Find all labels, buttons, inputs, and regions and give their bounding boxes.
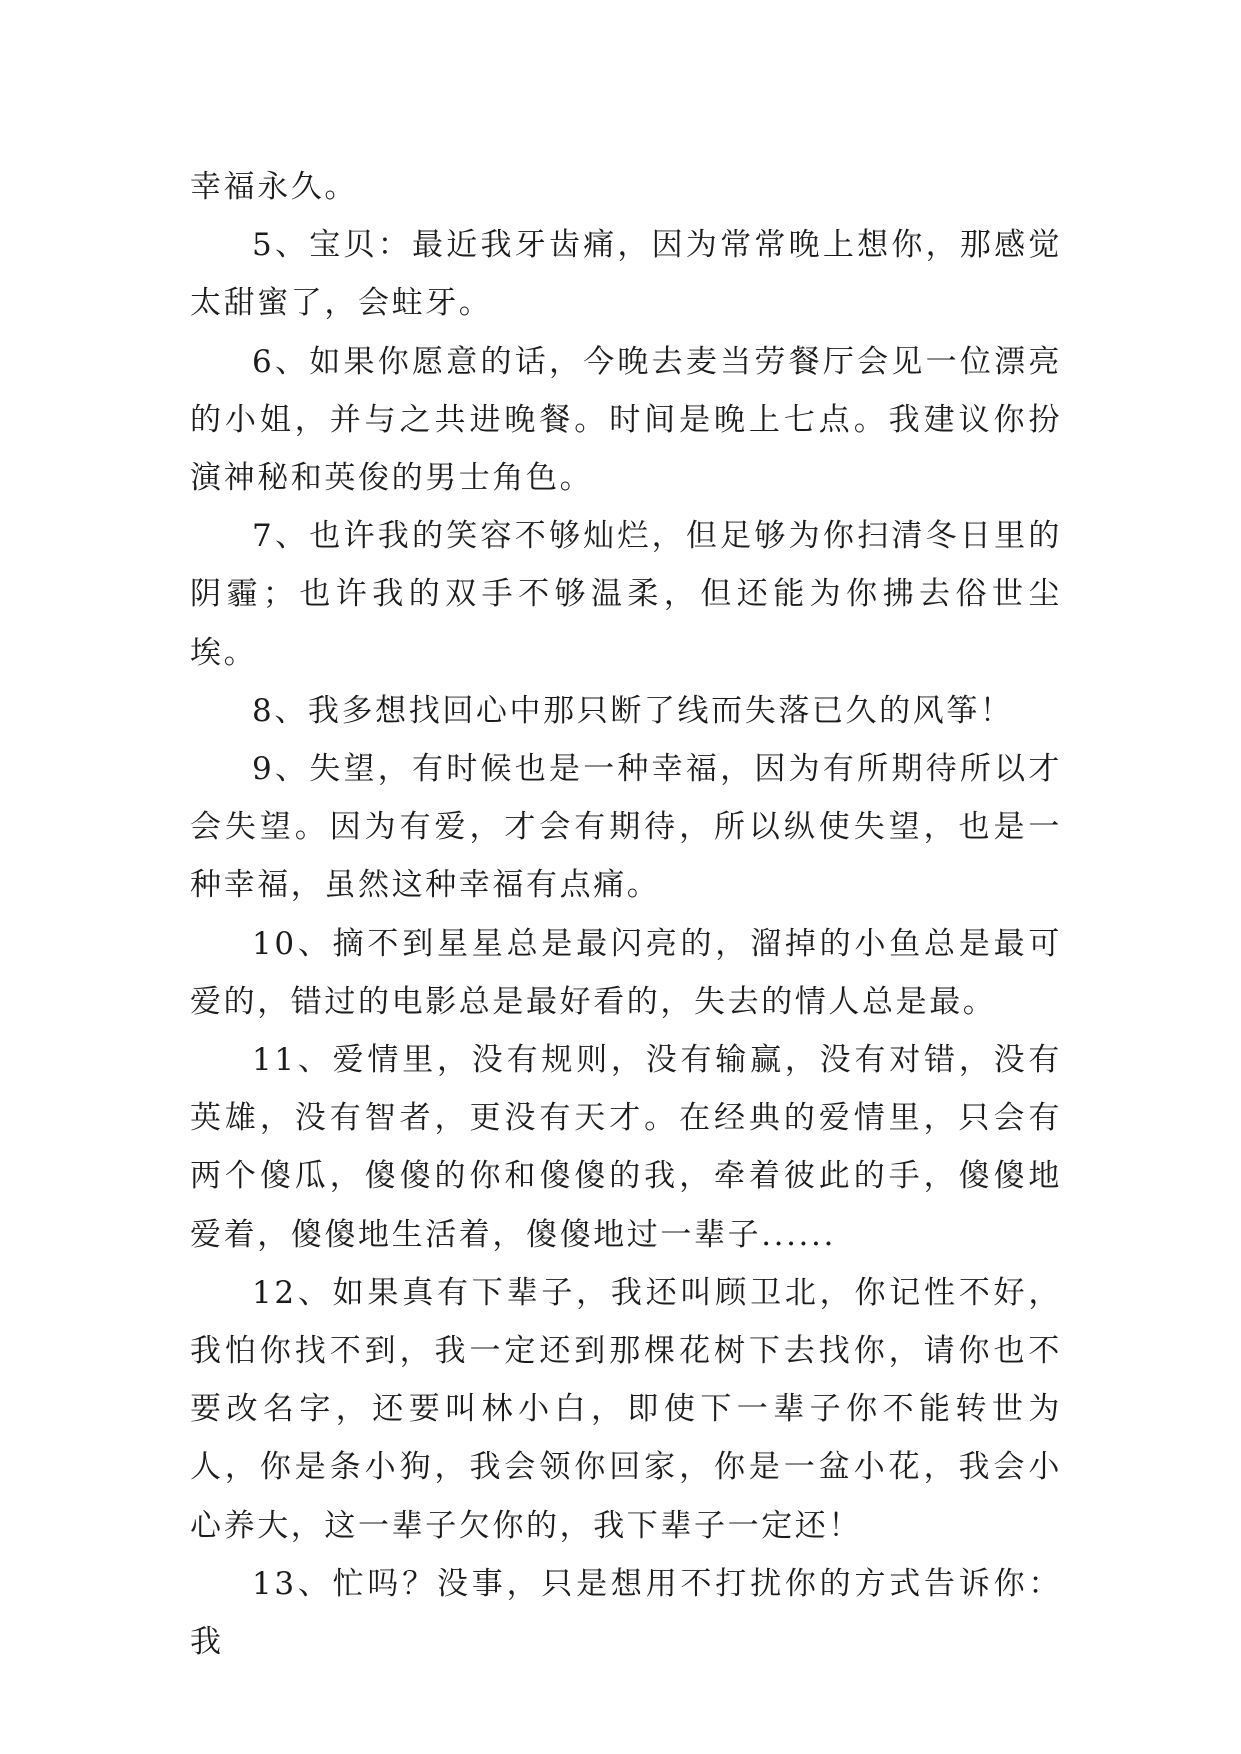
paragraph-13: 13、忙吗？没事，只是想用不打扰你的方式告诉你：我 <box>190 1565 1062 1661</box>
paragraph-8: 8、我多想找回心中那只断了线而失落已久的风筝！ <box>252 692 1014 729</box>
paragraph-12: 12、如果真有下辈子，我还叫顾卫北，你记性不好，我怕你找不到，我一定还到那棵花树下去找你，请你也不要改名字，还要叫林小白，即使下一辈子你不能转世为人，你是条小狗，我会领你回家，你是一盆小花，我会小心养大，这一辈子欠你的，我下辈子一定还！ <box>190 1274 1062 1544</box>
paragraph-11: 11、爱情里，没有规则，没有输赢，没有对错，没有英雄，没有智者，更没有天才。在经典的爱情里，只会有两个傻瓜，傻傻的你和傻傻的我，牵着彼此的手，傻傻地爱着，傻傻地生活着，傻傻地过一辈子...... <box>190 1042 1062 1253</box>
paragraph-5: 5、宝贝：最近我牙齿痛，因为常常晚上想你，那感觉太甜蜜了，会蛀牙。 <box>190 227 1062 322</box>
paragraph-9: 9、失望，有时候也是一种幸福，因为有所期待所以才会失望。因为有爱，才会有期待，所以纵使失望，也是一种幸福，虽然这种幸福有点痛。 <box>190 751 1062 904</box>
paragraph-continued: 幸福永久。 <box>190 169 358 205</box>
paragraph-10: 10、摘不到星星总是最闪亮的，溜掉的小鱼总是最可爱的，错过的电影总是最好看的，失去的情人总是最。 <box>190 925 1062 1020</box>
paragraph-7: 7、也许我的笑容不够灿烂，但足够为你扫清冬日里的阴霾；也许我的双手不够温柔，但还能为你拂去俗世尘埃。 <box>190 518 1062 671</box>
paragraph-6: 6、如果你愿意的话，今晚去麦当劳餐厅会见一位漂亮的小姐，并与之共进晚餐。时间是晚上七点。我建议你扮演神秘和英俊的男士角色。 <box>190 343 1062 497</box>
document-body <box>190 158 1062 1671</box>
